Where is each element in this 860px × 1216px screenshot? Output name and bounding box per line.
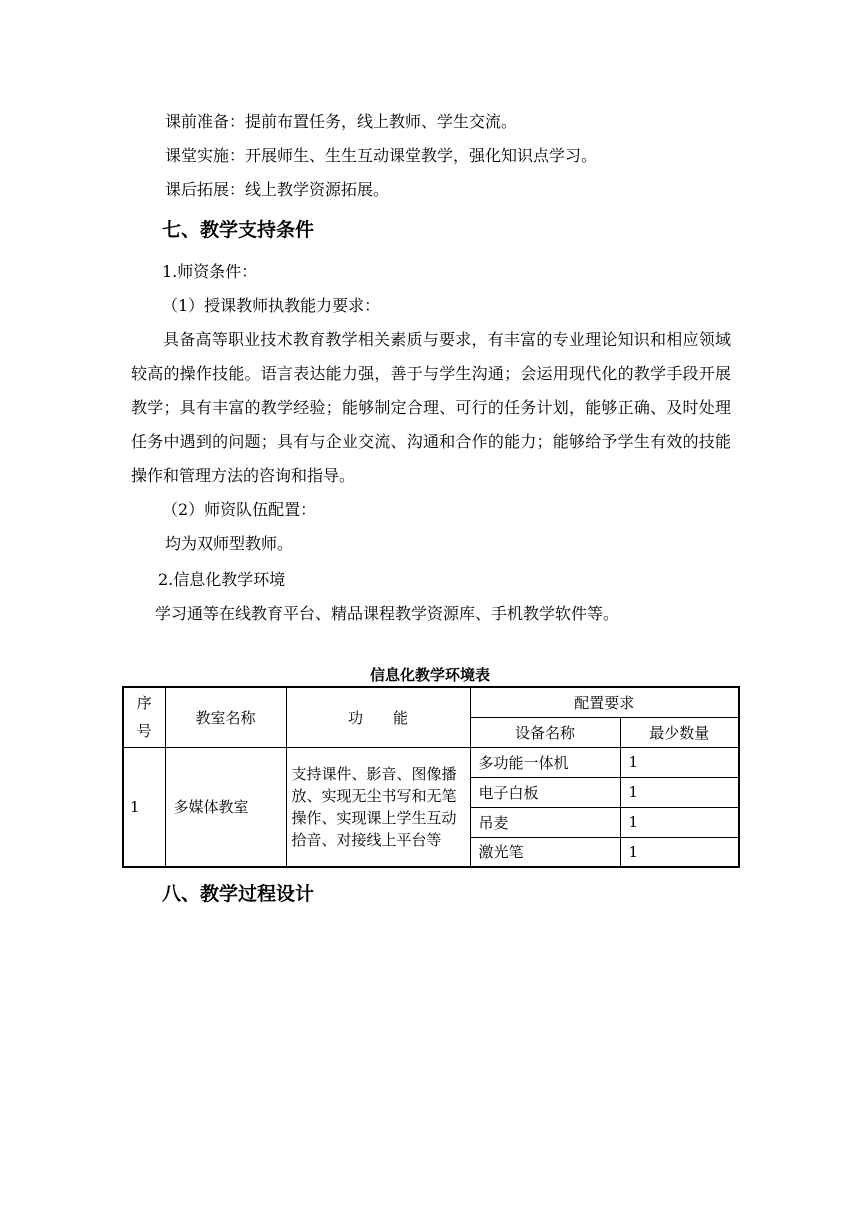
cell-qty: 1 <box>620 777 739 807</box>
cell-qty: 1 <box>620 807 739 837</box>
cell-device: 电子白板 <box>470 777 620 807</box>
header-function: 功 能 <box>286 687 470 747</box>
header-device: 设备名称 <box>470 717 620 747</box>
table-row <box>123 747 739 777</box>
cell-function: 支持课件、影音、图像播放、实现无尘书写和无笔操作、实现课上学生互动拾音、对接线上平台等 <box>286 747 470 867</box>
info-env-title: 2.信息化教学环境 <box>158 570 286 589</box>
post-class-line: 课后拓展：线上教学资源拓展。 <box>165 180 390 199</box>
cell-qty: 1 <box>620 837 739 867</box>
sub2-body: 均为双师型教师。 <box>165 534 294 553</box>
cell-device: 吊麦 <box>470 807 620 837</box>
sub1-body: 具备高等职业技术教育教学相关素质与要求，有丰富的专业理论知识和相应领域较高的操作技能。语言表达能力强，善于与学生沟通；会运用现代化的教学手段开展教学；具有丰富的教学经验；能够制定合理、可行的任务计划，能够正确、及时处理任务中遇到的问题；具有与企业交流、沟通和合作的能力；能够给予学生有效的技能操作和管理方法的咨询和指导。 <box>131 330 731 485</box>
section-8-heading: 八、教学过程设计 <box>162 883 315 905</box>
info-env-table <box>122 686 740 868</box>
sub1-title: （1）授课教师执教能力要求： <box>162 296 381 315</box>
cell-qty: 1 <box>620 747 739 777</box>
header-room: 教室名称 <box>165 687 286 747</box>
teacher-conditions-label: 1.师资条件： <box>162 262 258 281</box>
table-caption: 信息化教学环境表 <box>369 666 490 684</box>
info-env-body: 学习通等在线教育平台、精品课程教学资源库、手机教学软件等。 <box>155 604 620 623</box>
header-qty: 最少数量 <box>620 717 739 747</box>
header-no: 序号 <box>123 687 165 747</box>
cell-device: 激光笔 <box>470 837 620 867</box>
cell-no: 1 <box>123 747 165 867</box>
sub2-title: （2）师资队伍配置： <box>162 500 317 519</box>
table-header-row <box>123 687 739 717</box>
in-class-line: 课堂实施：开展师生、生生互动课堂教学，强化知识点学习。 <box>165 146 598 165</box>
pre-class-line: 课前准备：提前布置任务，线上教师、学生交流。 <box>165 112 518 131</box>
cell-room: 多媒体教室 <box>165 747 286 867</box>
cell-device: 多功能一体机 <box>470 747 620 777</box>
section-7-heading: 七、教学支持条件 <box>162 219 315 241</box>
header-config: 配置要求 <box>470 687 739 717</box>
